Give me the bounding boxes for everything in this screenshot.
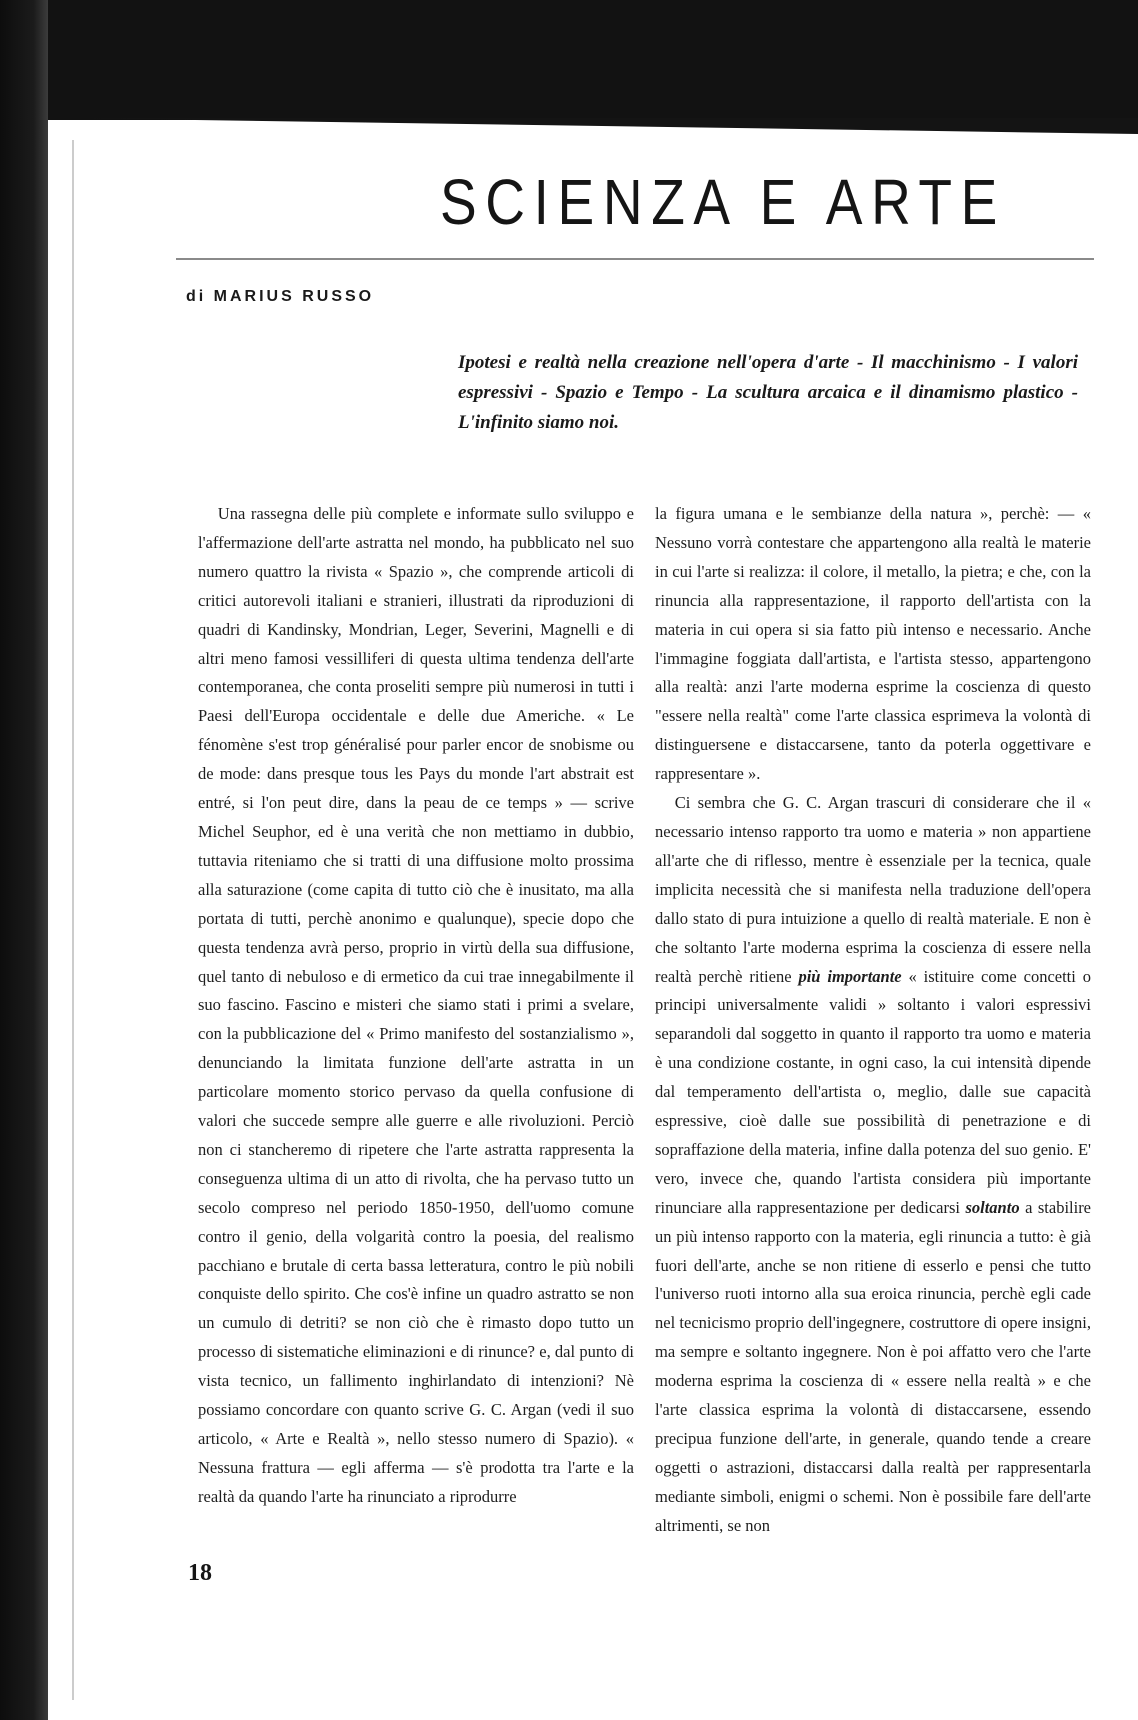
article-author: di MARIUS RUSSO: [186, 288, 375, 305]
text-column-right: [655, 500, 1091, 1541]
right-paragraph-1: la figura umana e le sembianze della natura », perchè: — « Nessuno vorrà contestare che appartengono alla realtà le materie in cui l'arte si realizza: il colore, il metallo, la pietra; e che, con la rinuncia alla rappresentazione, il rapporto dell'artista con la materia in cui opera si sia fatto più intenso e necessario. Anche l'immagine foggiata dall'artista, e l'artista stesso, appartengono alla realtà: anzi l'arte moderna esprime la coscienza di questo "essere nella realtà" come l'arte classica esprimeva la volontà di distinguersene e distaccarsene, tanto da poterla oggettivare e rappresentare ».: [655, 504, 1091, 784]
right-paragraph-2-part-c: a stabilire un più intenso rapporto con la materia, egli rinuncia a tutto: è già fuori dell'arte, anche se non ritiene di esserlo e pensi che tutto l'universo ruoti intorno alla sua eroica rinuncia, perchè egli cade nel tecnicismo proprio dell'ingegnere, costruttore di opere insigni, ma sempre e soltanto ingegnere. Non è poi affatto vero che l'arte moderna esprima la coscienza di « essere nella realtà » e che l'arte classica esprima la volontà di distaccarsene, essendo precipua funzione dell'arte, in generale, quando tende a creare oggetti o astrazioni, distaccarsi dalla realtà per rappresentarla mediante simboli, enigmi o schemi. Non è possibile fare dell'arte altrimenti, se non: [655, 1197, 1092, 1535]
scan-top-edge-shadow: [60, 118, 1138, 158]
page-number: 18: [188, 1560, 212, 1586]
right-paragraph-2: [655, 789, 1091, 1541]
scan-top-border: [0, 0, 1138, 120]
emphasis-piu-importante: più importante: [798, 966, 902, 986]
right-paragraph-2-part-a: Ci sembra che G. C. Argan trascuri di considerare che il « necessario intenso rapporto tra uomo e materia » non appartiene all'arte che di riflesso, mentre è essenziale per la tecnica, quale implicita necessità che si manifesta nella traduzione dell'opera dallo stato di pura intuizione a quello di realtà materiale. E non è che soltanto l'arte moderna esprima la coscienza di essere nella realtà perchè ritiene: [655, 793, 1091, 986]
article-subtitle: Ipotesi e realtà nella creazione nell'opera d'arte - Il macchinismo - I valori espressivi - Spazio e Tempo - La scultura arcaica e il dinamismo plastico - L'infinito siamo noi.: [458, 352, 1078, 433]
article-title: SCIENZA E ARTE: [440, 166, 1006, 238]
right-paragraph-2-part-b: « istituire come concetti o principi universalmente validi » soltanto i valori espressivi separandoli dal soggetto in quanto il rapporto tra uomo e materia è una condizione costante, in ogni caso, la cui intensità dipende dal temperamento dell'artista o, meglio, dalle sue capacità espressive, cioè dalle sue possibilità di penetrazione e di sopraffazione della materia, infine dalla potenza del suo genio. E' vero, invece che, quando l'artista considera più importante rinunciare alla rappresentazione per dedicarsi: [655, 966, 1091, 1217]
text-column-left: Una rassegna delle più complete e informate sullo sviluppo e l'affermazione dell'arte astratta nel mondo, ha pubblicato nel suo numero quattro la rivista « Spazio », che comprende articoli di critici autorevoli italiani e stranieri, illustrati da riproduzioni di quadri di Kandinsky, Mondrian, Leger, Severini, Magnelli e di altri meno famosi vessilliferi di questa ultima tendenza dell'arte contemporanea, che conta proseliti sempre più numerosi in tutti i Paesi dell'Europa occidentale e delle due Americhe. « Le fénomène s'est trop généralisé pour parler encor de snobisme ou de mode: dans presque tous les Pays du monde l'art abstrait est entré, si l'on peut dire, dans la peau de ce temps » — scrive Michel Seuphor, ed è una verità che non mettiamo in dubbio, tuttavia riteniamo che si tratti di una diffusione molto prossima alla saturazione (come capita di tutto ciò che è inusitato, ma alla portata di tutti, perchè anonimo e qualunque), specie dopo che questa tendenza avrà perso, proprio in virtù della sua diffusione, quel tanto di nebuloso e di ermetico da cui trae innegabilmente il suo fascino. Fascino e misteri che siamo stati i primi a svelare, con la pubblicazione del « Primo manifesto del sostanzialismo », denunciando la limitata funzione dell'arte astratta in un particolare momento storico pervaso da quella confusione di valori che succede sempre alle guerre e alle rivoluzioni. Perciò non ci stancheremo di ripetere che l'arte astratta rappresenta la conseguenza ultima di un atto di rivolta, che ha pervaso tutto un secolo compreso nel periodo 1850-1950, dell'uomo comune contro il genio, della volgarità contro la poesia, del realismo pacchiano e brutale di certa bassa letteratura, contro le più nobili conquiste dello spirito. Che cos'è infine un quadro astratto se non un cumulo di detriti? se non ciò che è rimasto dopo tutto un processo di sistematiche eliminazioni e di rinunce? e, dal punto di vista tecnico, un fallimento inghirlandato di intenzioni? Nè possiamo concordare con quanto scrive G. C. Argan (vedi il suo articolo, « Arte e Realtà », nello stesso numero di Spazio). « Nessuna frattura — egli afferma — s'è prodotta tra l'arte e la realtà da quando l'arte ha rinunciato a riprodurre: [198, 504, 634, 1506]
scan-left-border: [0, 0, 48, 1720]
emphasis-soltanto: soltanto: [965, 1197, 1020, 1217]
title-rule: [176, 258, 1094, 260]
scan-binding-line: [72, 140, 74, 1700]
